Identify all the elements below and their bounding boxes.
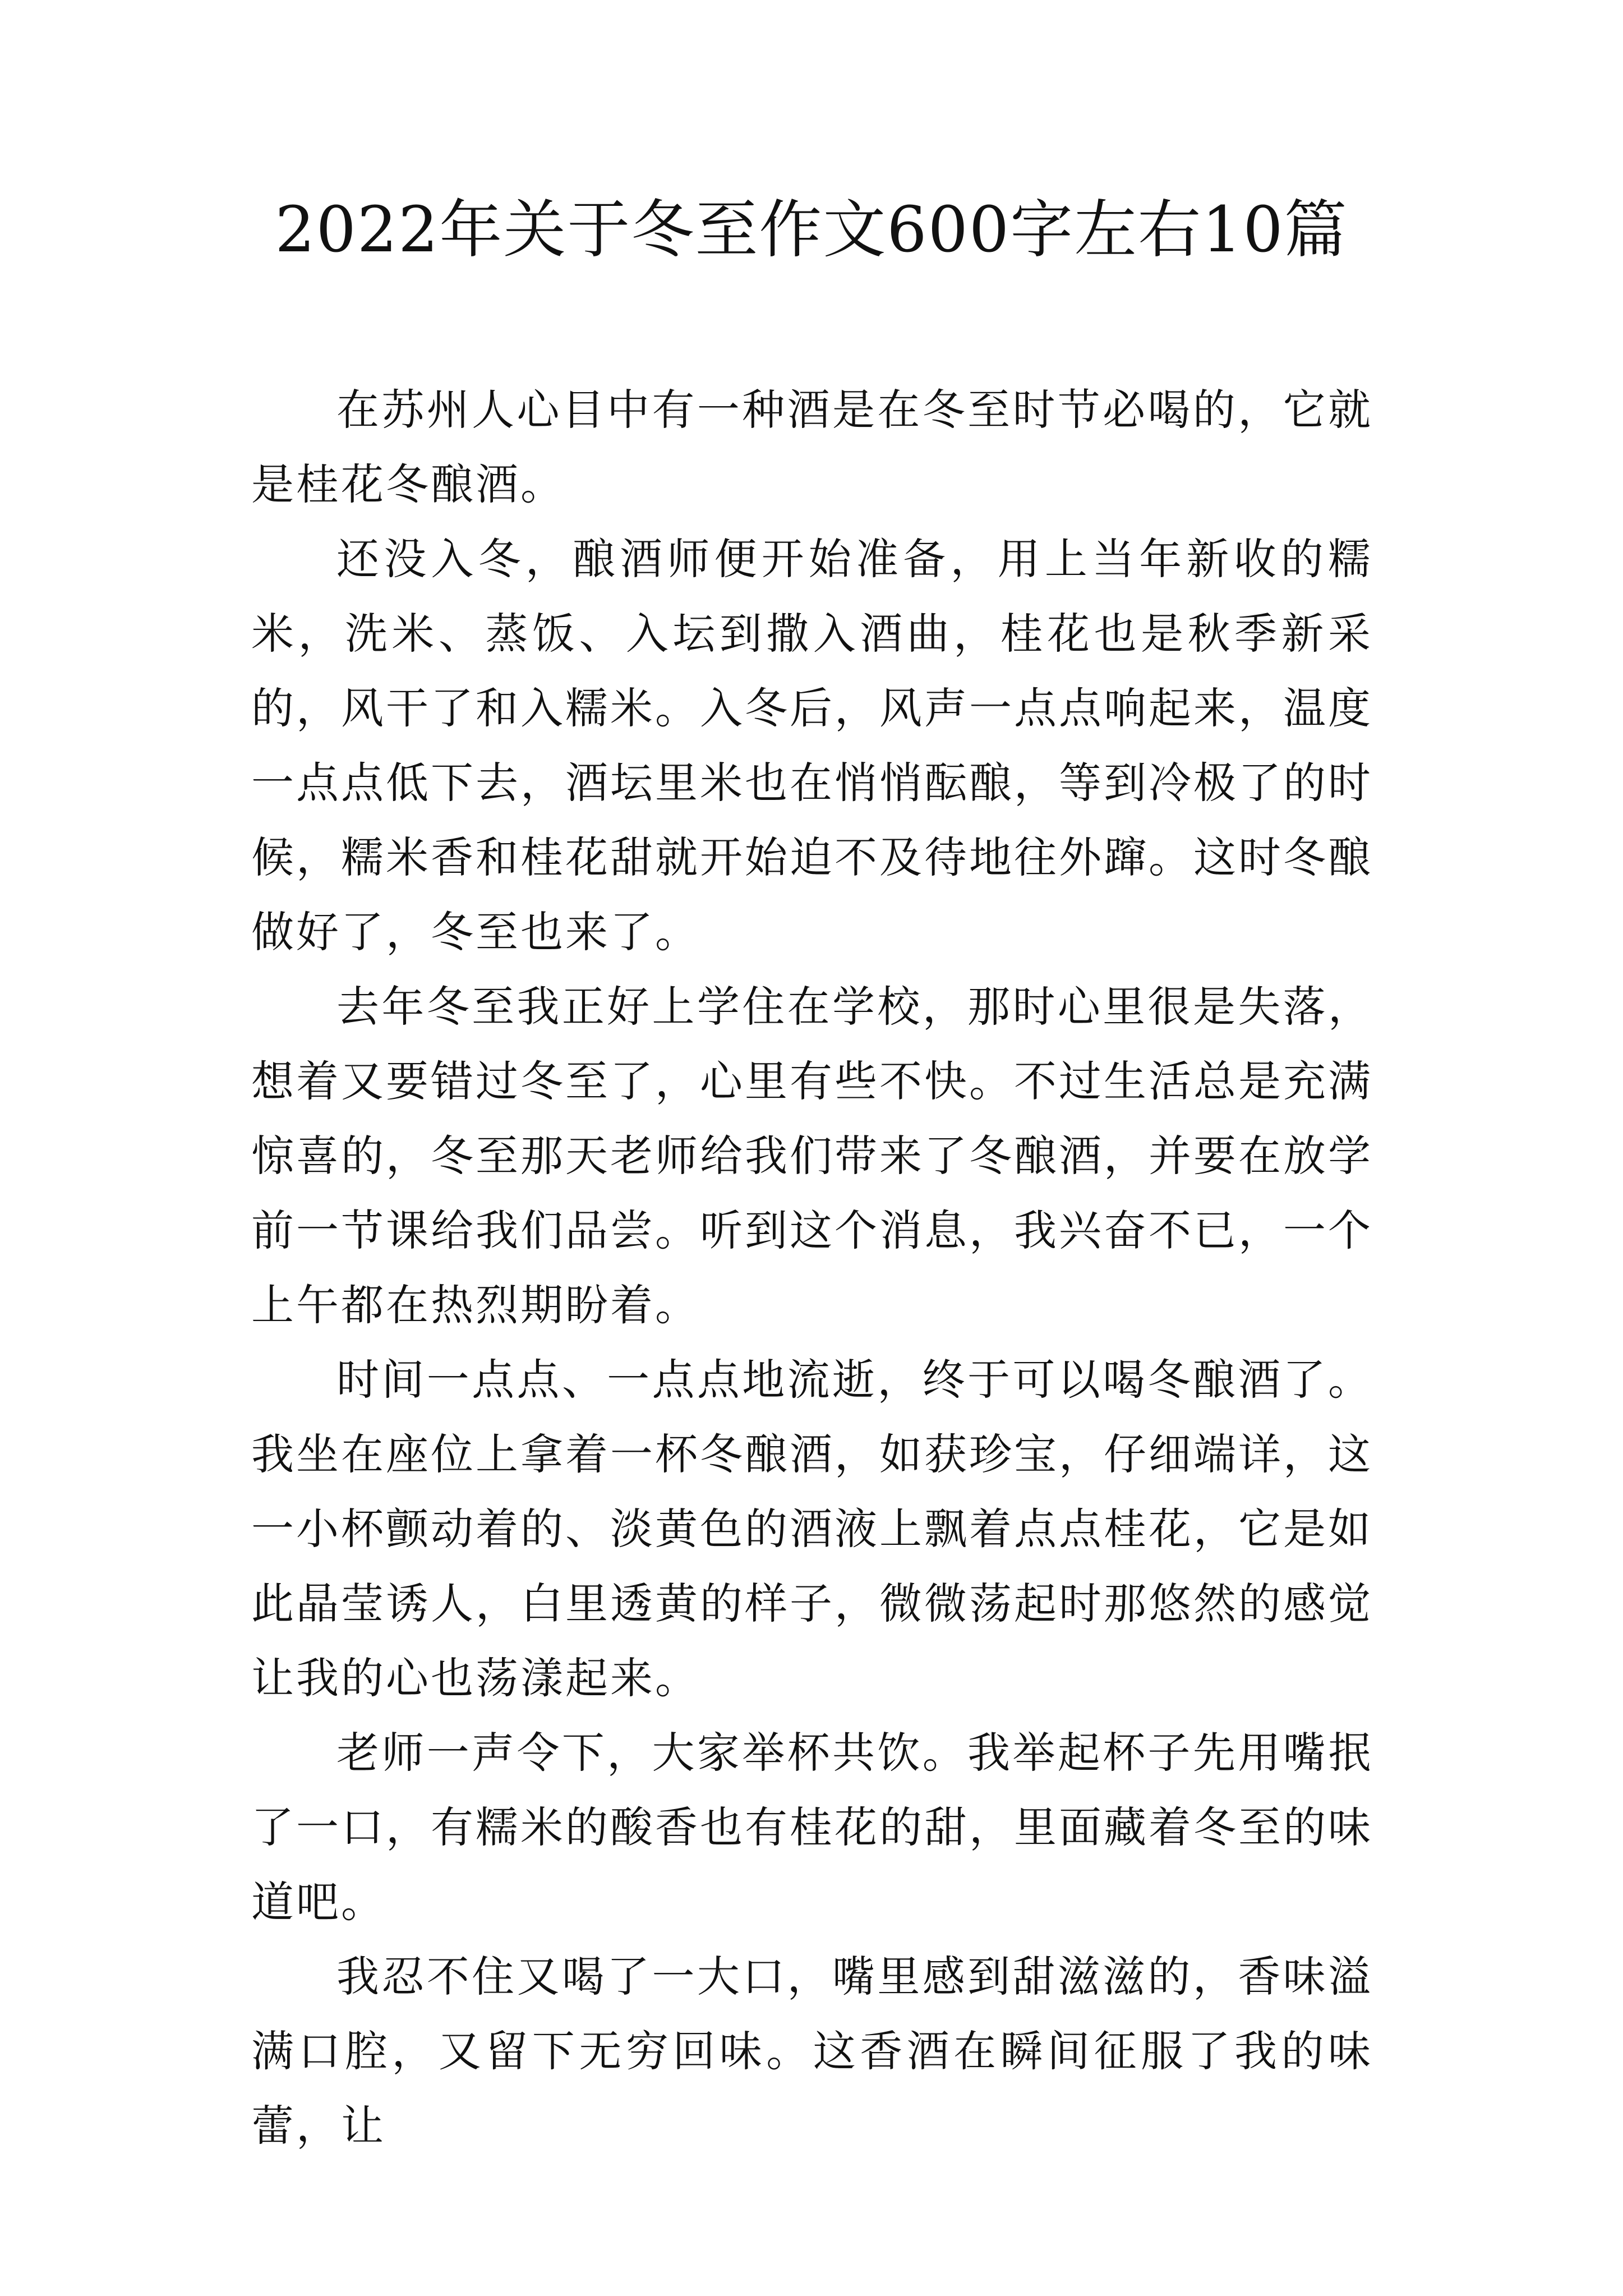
paragraph-1: 在苏州人心目中有一种酒是在冬至时节必喝的，它就是桂花冬酿酒。 <box>251 385 1373 509</box>
paragraph-4: 时间一点点、一点点地流逝，终于可以喝冬酿酒了。我坐在座位上拿着一杯冬酿酒，如获珍宝，仔细端详，这一小杯颤动着的、淡黄色的酒液上飘着点点桂花，它是如此晶莹诱人，白里透黄的样子，微微荡起时那悠然的感觉让我的心也荡漾起来。 <box>251 1355 1373 1703</box>
paragraph-3: 去年冬至我正好上学住在学校，那时心里很是失落，想着又要错过冬至了，心里有些不快。不过生活总是充满惊喜的，冬至那天老师给我们带来了冬酿酒，并要在放学前一节课给我们品尝。听到这个消息，我兴奋不已，一个上午都在热烈期盼着。 <box>251 982 1373 1330</box>
document-body <box>251 372 1373 2163</box>
paragraph-2: 还没入冬，酿酒师便开始准备，用上当年新收的糯米，洗米、蒸饭、入坛到撒入酒曲，桂花也是秋季新采的，风干了和入糯米。入冬后，风声一点点响起来，温度一点点低下去，酒坛里米也在悄悄酝酿，等到冷极了的时候，糯米香和桂花甜就开始迫不及待地往外蹿。这时冬酿做好了，冬至也来了。 <box>251 534 1373 957</box>
paragraph-5: 老师一声令下，大家举杯共饮。我举起杯子先用嘴抿了一口，有糯米的酸香也有桂花的甜，里面藏着冬至的味道吧。 <box>251 1728 1373 1927</box>
document-title: 2022年关于冬至作文600字左右10篇 <box>275 194 1348 266</box>
paragraph-6: 我忍不住又喝了一大口，嘴里感到甜滋滋的，香味溢满口腔，又留下无穷回味。这香酒在瞬间征服了我的味蕾，让 <box>251 1952 1373 2151</box>
